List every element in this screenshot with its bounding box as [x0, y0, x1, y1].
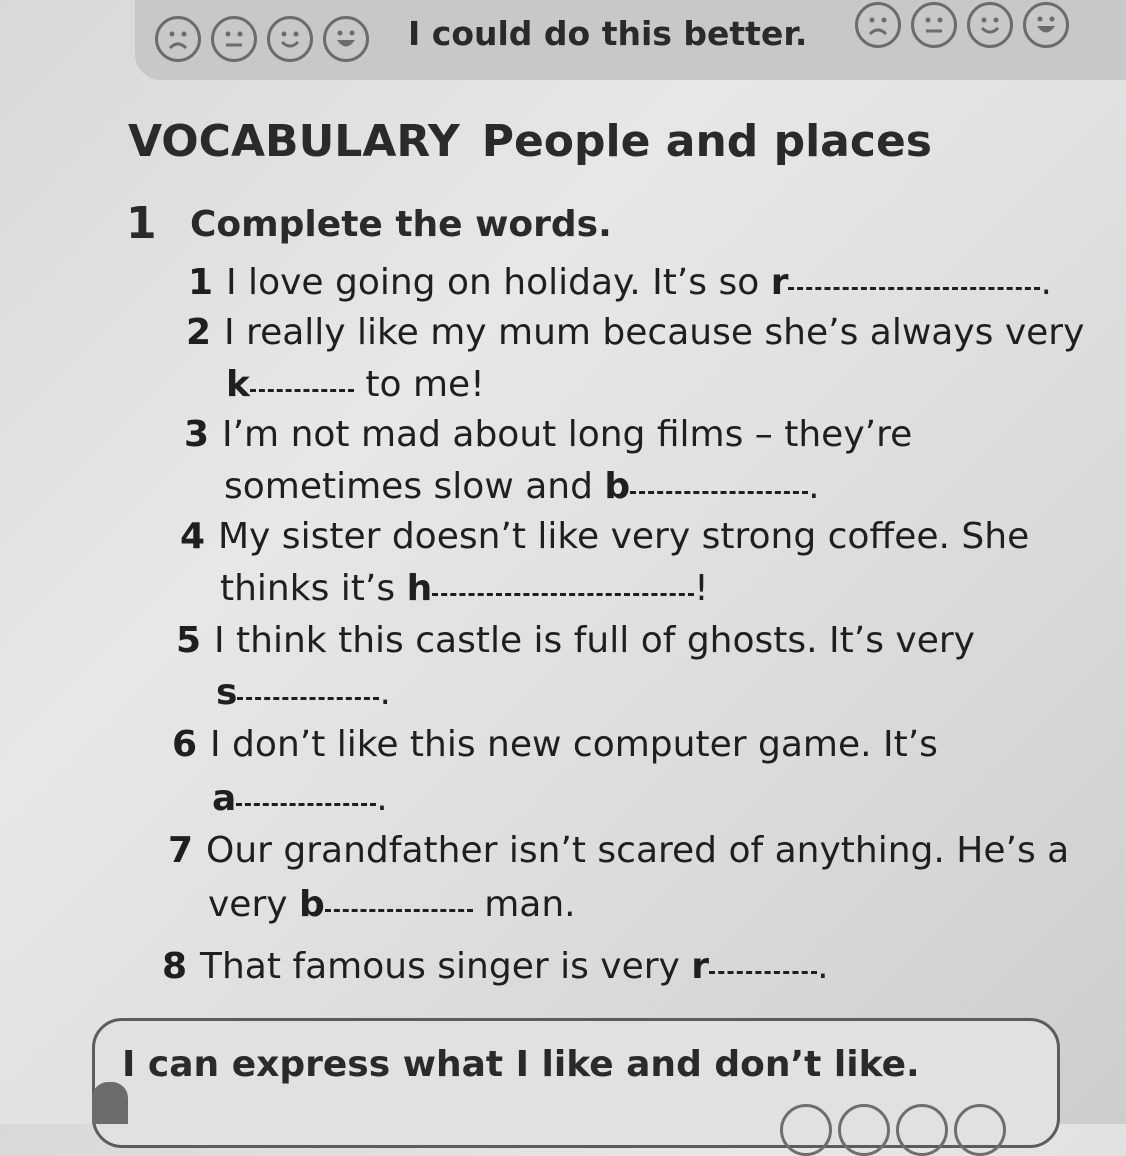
first-letter: b: [604, 466, 631, 507]
item-ending: !: [694, 568, 709, 609]
exercise-item-7: [168, 830, 1069, 871]
section-topic: People and places: [481, 116, 932, 167]
sad-face-icon[interactable]: [155, 16, 201, 62]
answer-blank[interactable]: [788, 283, 1040, 290]
self-assessment-faces-left: [155, 16, 369, 62]
exercise-item-6-continued: [212, 778, 388, 819]
item-ending: .: [379, 672, 391, 713]
exercise-item-7-continued: [208, 884, 576, 925]
section-heading: [128, 116, 932, 167]
item-text: I think this castle is full of ghosts. It’s very: [214, 620, 975, 661]
exercise-item-2-continued: [226, 364, 485, 405]
smile-face-icon[interactable]: [896, 1104, 948, 1156]
answer-blank[interactable]: [237, 693, 379, 700]
first-letter: s: [216, 672, 238, 713]
smile-face-icon[interactable]: [967, 2, 1013, 48]
item-text: I don’t like this new computer game. It’s: [210, 724, 938, 765]
item-text: thinks it’s: [220, 568, 407, 609]
can-do-faces: [780, 1104, 1006, 1156]
item-text: I’m not mad about long films – they’re: [222, 414, 913, 455]
big-smile-face-icon[interactable]: [1023, 2, 1069, 48]
exercise-number: 1: [126, 198, 157, 249]
first-letter: b: [299, 884, 325, 925]
answer-blank[interactable]: [250, 385, 354, 392]
first-letter: k: [226, 364, 250, 405]
item-text: sometimes slow and: [224, 466, 605, 507]
sad-face-icon[interactable]: [780, 1104, 832, 1156]
sad-face-icon[interactable]: [855, 2, 901, 48]
exercise-item-4: [180, 516, 1029, 557]
item-number: 5: [176, 620, 202, 661]
item-text: My sister doesn’t like very strong coffee. She: [218, 516, 1030, 557]
exercise-item-1: [188, 262, 1052, 303]
answer-blank[interactable]: [236, 799, 376, 806]
answer-blank[interactable]: [325, 905, 473, 912]
neutral-face-icon[interactable]: [211, 16, 257, 62]
answer-blank[interactable]: [709, 967, 817, 974]
item-number: 7: [168, 830, 194, 871]
answer-blank[interactable]: [432, 589, 694, 596]
exercise-item-6: [172, 724, 938, 765]
item-ending: .: [808, 466, 820, 507]
item-number: 1: [188, 262, 214, 303]
self-assessment-text: I could do this better.: [408, 14, 808, 53]
item-text: I really like my mum because she’s always very: [224, 312, 1085, 353]
first-letter: r: [691, 946, 710, 987]
item-ending: .: [817, 946, 829, 987]
item-text: Our grandfather isn’t scared of anything. He’s a: [206, 830, 1070, 871]
exercise-item-5: [176, 620, 975, 661]
item-number: 6: [172, 724, 198, 765]
thumb-shadow: [92, 1082, 128, 1124]
exercise-item-5-continued: [216, 672, 391, 713]
exercise-instruction: Complete the words.: [190, 204, 612, 245]
item-ending: to me!: [353, 364, 485, 405]
exercise-item-3: [184, 414, 912, 455]
exercise-item-2: [186, 312, 1084, 353]
item-ending: .: [376, 778, 388, 819]
item-text: I love going on holiday. It’s so: [226, 262, 771, 303]
neutral-face-icon[interactable]: [838, 1104, 890, 1156]
can-do-statement: I can express what I like and don’t like.: [122, 1044, 920, 1085]
big-smile-face-icon[interactable]: [954, 1104, 1006, 1156]
item-ending: .: [1040, 262, 1052, 303]
item-ending: man.: [472, 884, 576, 925]
exercise-item-4-continued: [220, 568, 709, 609]
item-number: 3: [184, 414, 210, 455]
smile-face-icon[interactable]: [267, 16, 313, 62]
neutral-face-icon[interactable]: [911, 2, 957, 48]
first-letter: r: [770, 262, 789, 303]
item-text: very: [208, 884, 300, 925]
self-assessment-faces-right: [855, 2, 1069, 48]
answer-blank[interactable]: [630, 487, 808, 494]
first-letter: a: [212, 778, 237, 819]
exercise-item-8: [162, 946, 829, 987]
first-letter: h: [406, 568, 433, 609]
item-number: 4: [180, 516, 206, 557]
section-label: VOCABULARY: [128, 116, 460, 167]
item-number: 2: [186, 312, 212, 353]
big-smile-face-icon[interactable]: [323, 16, 369, 62]
item-text: That famous singer is very: [200, 946, 692, 987]
item-number: 8: [162, 946, 188, 987]
exercise-item-3-continued: [224, 466, 820, 507]
